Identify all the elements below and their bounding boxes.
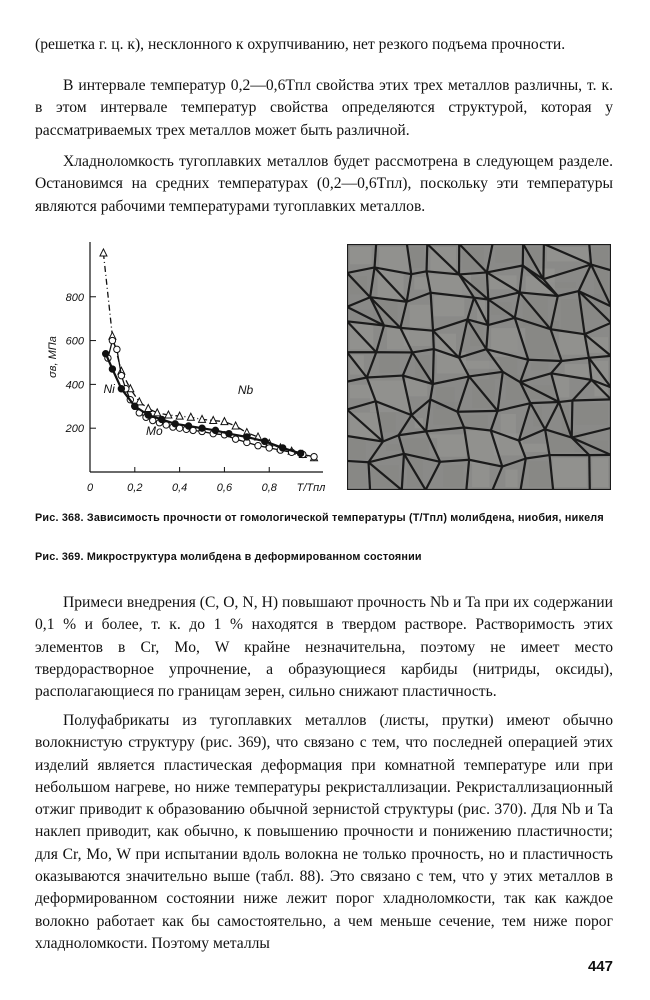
grain	[410, 305, 430, 328]
figure-368-caption: Рис. 368. Зависимость прочности от гомологической температуры (T/Tпл) молибдена, ниобия, никеля	[35, 512, 604, 524]
x-tick-label: 0	[86, 482, 94, 494]
series-label-mo: Mo	[146, 423, 163, 438]
data-point	[266, 445, 272, 451]
paragraph-3: Хладноломкость тугоплавких металлов будет рассмотрена в следующем разделе. Остановимся на средних температурах (0,2—0,6Tпл), поскольку эти температуры являются рабочими температурами тугоплавких металлов.	[35, 153, 613, 215]
data-point	[297, 450, 303, 456]
grain-boundary	[528, 360, 561, 361]
paragraph-2: В интервале температур 0,2—0,6Tпл свойства этих трех металлов различны, т. к. в этом интервале температур свойства определяются структурой, которая у рассматриваемых трех металлов может быть различной.	[35, 77, 613, 139]
y-tick-label: 800	[65, 291, 84, 304]
x-tick-label: 0,2	[127, 482, 143, 494]
paragraph-1: (решетка г. ц. к), несклонного к охрупчиванию, нет резкого подъема прочности.	[35, 36, 566, 53]
grain	[522, 444, 547, 452]
grain-boundary	[572, 399, 611, 400]
grain	[350, 247, 372, 264]
x-tick-label: 0,6	[216, 482, 233, 494]
grain-boundary	[530, 402, 559, 403]
series-label-ni: Ni	[103, 382, 115, 397]
page-number: 447	[587, 958, 613, 975]
data-point	[109, 337, 115, 343]
grain	[434, 296, 465, 317]
y-tick-label: 400	[65, 379, 84, 392]
data-point	[100, 249, 107, 256]
grain	[575, 403, 608, 424]
data-point	[118, 372, 124, 378]
grain	[379, 247, 408, 271]
x-tick-label: 0,4	[171, 482, 188, 494]
grain-boundary	[433, 349, 434, 384]
grain-boundary	[457, 411, 497, 412]
grain	[462, 361, 500, 369]
grain-boundary	[427, 244, 428, 271]
grain	[410, 247, 424, 268]
y-tick-label: 200	[65, 423, 84, 436]
data-point	[102, 351, 108, 357]
grain-boundary	[433, 331, 434, 349]
grain	[386, 445, 401, 451]
grain	[592, 458, 608, 487]
series-mo	[105, 337, 318, 459]
data-point	[279, 445, 285, 451]
grain-boundary	[543, 244, 544, 279]
x-axis-label: T/Tпл	[296, 482, 326, 494]
x-tick-label: 0,8	[261, 482, 277, 494]
data-point	[109, 366, 115, 372]
y-tick-label: 600	[65, 335, 84, 348]
grain-boundary	[572, 400, 573, 437]
chart-axes	[90, 242, 323, 472]
grain-boundary	[369, 462, 371, 490]
chart-series	[100, 249, 318, 461]
data-point	[187, 413, 194, 420]
data-point	[185, 423, 191, 429]
grain	[553, 458, 587, 487]
data-point	[145, 412, 151, 418]
grain-boundary	[487, 272, 488, 299]
data-point	[199, 415, 206, 422]
data-point	[221, 418, 228, 425]
y-axis-label: σв, МПа	[47, 336, 59, 378]
grain	[496, 247, 520, 263]
grain-boundary	[347, 461, 369, 462]
grain	[414, 277, 427, 290]
data-point	[255, 443, 261, 449]
grain	[467, 430, 499, 463]
strength-vs-temperature-chart	[38, 232, 338, 502]
data-point	[212, 427, 218, 433]
data-point	[244, 434, 250, 440]
grain	[472, 463, 489, 487]
grain	[379, 355, 400, 372]
grain	[561, 299, 582, 331]
series-label-nb: Nb	[237, 383, 254, 398]
grain	[529, 461, 550, 487]
grain-boundary	[559, 400, 572, 402]
grain	[350, 439, 366, 459]
data-point	[232, 422, 239, 429]
data-point	[118, 386, 124, 392]
data-point	[232, 436, 238, 442]
grain	[592, 247, 608, 267]
grain	[443, 465, 463, 487]
paragraph-4: Примеси внедрения (C, O, N, H) повышают прочность Nb и Ta при их содержании 0,1 % и более, т. к. до 1 % находятся в твердом растворе. Растворимость этих элементов в Cr, Mo, W крайне незначительна, поэтому не имеет место твердорастворное упрочнение, а образующиеся карбиды (нитриды, оксиды), располагающиеся по границам зерен, сильно снижают пластичность.	[35, 594, 613, 701]
data-point	[226, 430, 232, 436]
data-point	[262, 438, 268, 444]
series-nb	[102, 351, 303, 457]
data-point	[158, 416, 164, 422]
grain	[350, 464, 367, 487]
series-line	[103, 253, 314, 458]
microstructure-image	[347, 244, 611, 490]
figure-369-caption: Рис. 369. Микроструктура молибдена в деформированном состоянии	[35, 551, 422, 563]
grain	[565, 364, 589, 377]
grain	[460, 415, 487, 428]
data-point	[172, 421, 178, 427]
grain	[505, 470, 517, 487]
data-point	[132, 403, 138, 409]
data-point	[199, 425, 205, 431]
data-point	[145, 404, 152, 411]
data-point	[114, 346, 120, 352]
chart-labels	[47, 336, 325, 494]
data-point	[311, 453, 317, 459]
grain	[531, 363, 548, 370]
paragraph-5: Полуфабрикаты из тугоплавких металлов (листы, прутки) имеют обычно волокнистую структуру (рис. 369), что связано с тем, что последней операцией этих изделий является пластическая деформация при комнатной температуре или при небольшом нагреве, но ниже температуры рекристаллизации. Рекристаллизационный отжиг приводит к образованию обычной зернистой структуры (рис. 370). Для Nb и Ta наклеп приводит, как обычно, к повышению прочности и понижению пластичности; для Cr, Mo, W при испытании вдоль волокна не только прочность, но и пластичность оказываются значительно выше (табл. 88). Это связано с тем, что у этих металлов в деформированном состоянии ниже лежит порог хладноломкости, так как каждое волокно работает как бы самостоятельно, а чем меньше сечение, тем ниже порог хладноломкости. Поэтому металлы	[35, 712, 613, 952]
